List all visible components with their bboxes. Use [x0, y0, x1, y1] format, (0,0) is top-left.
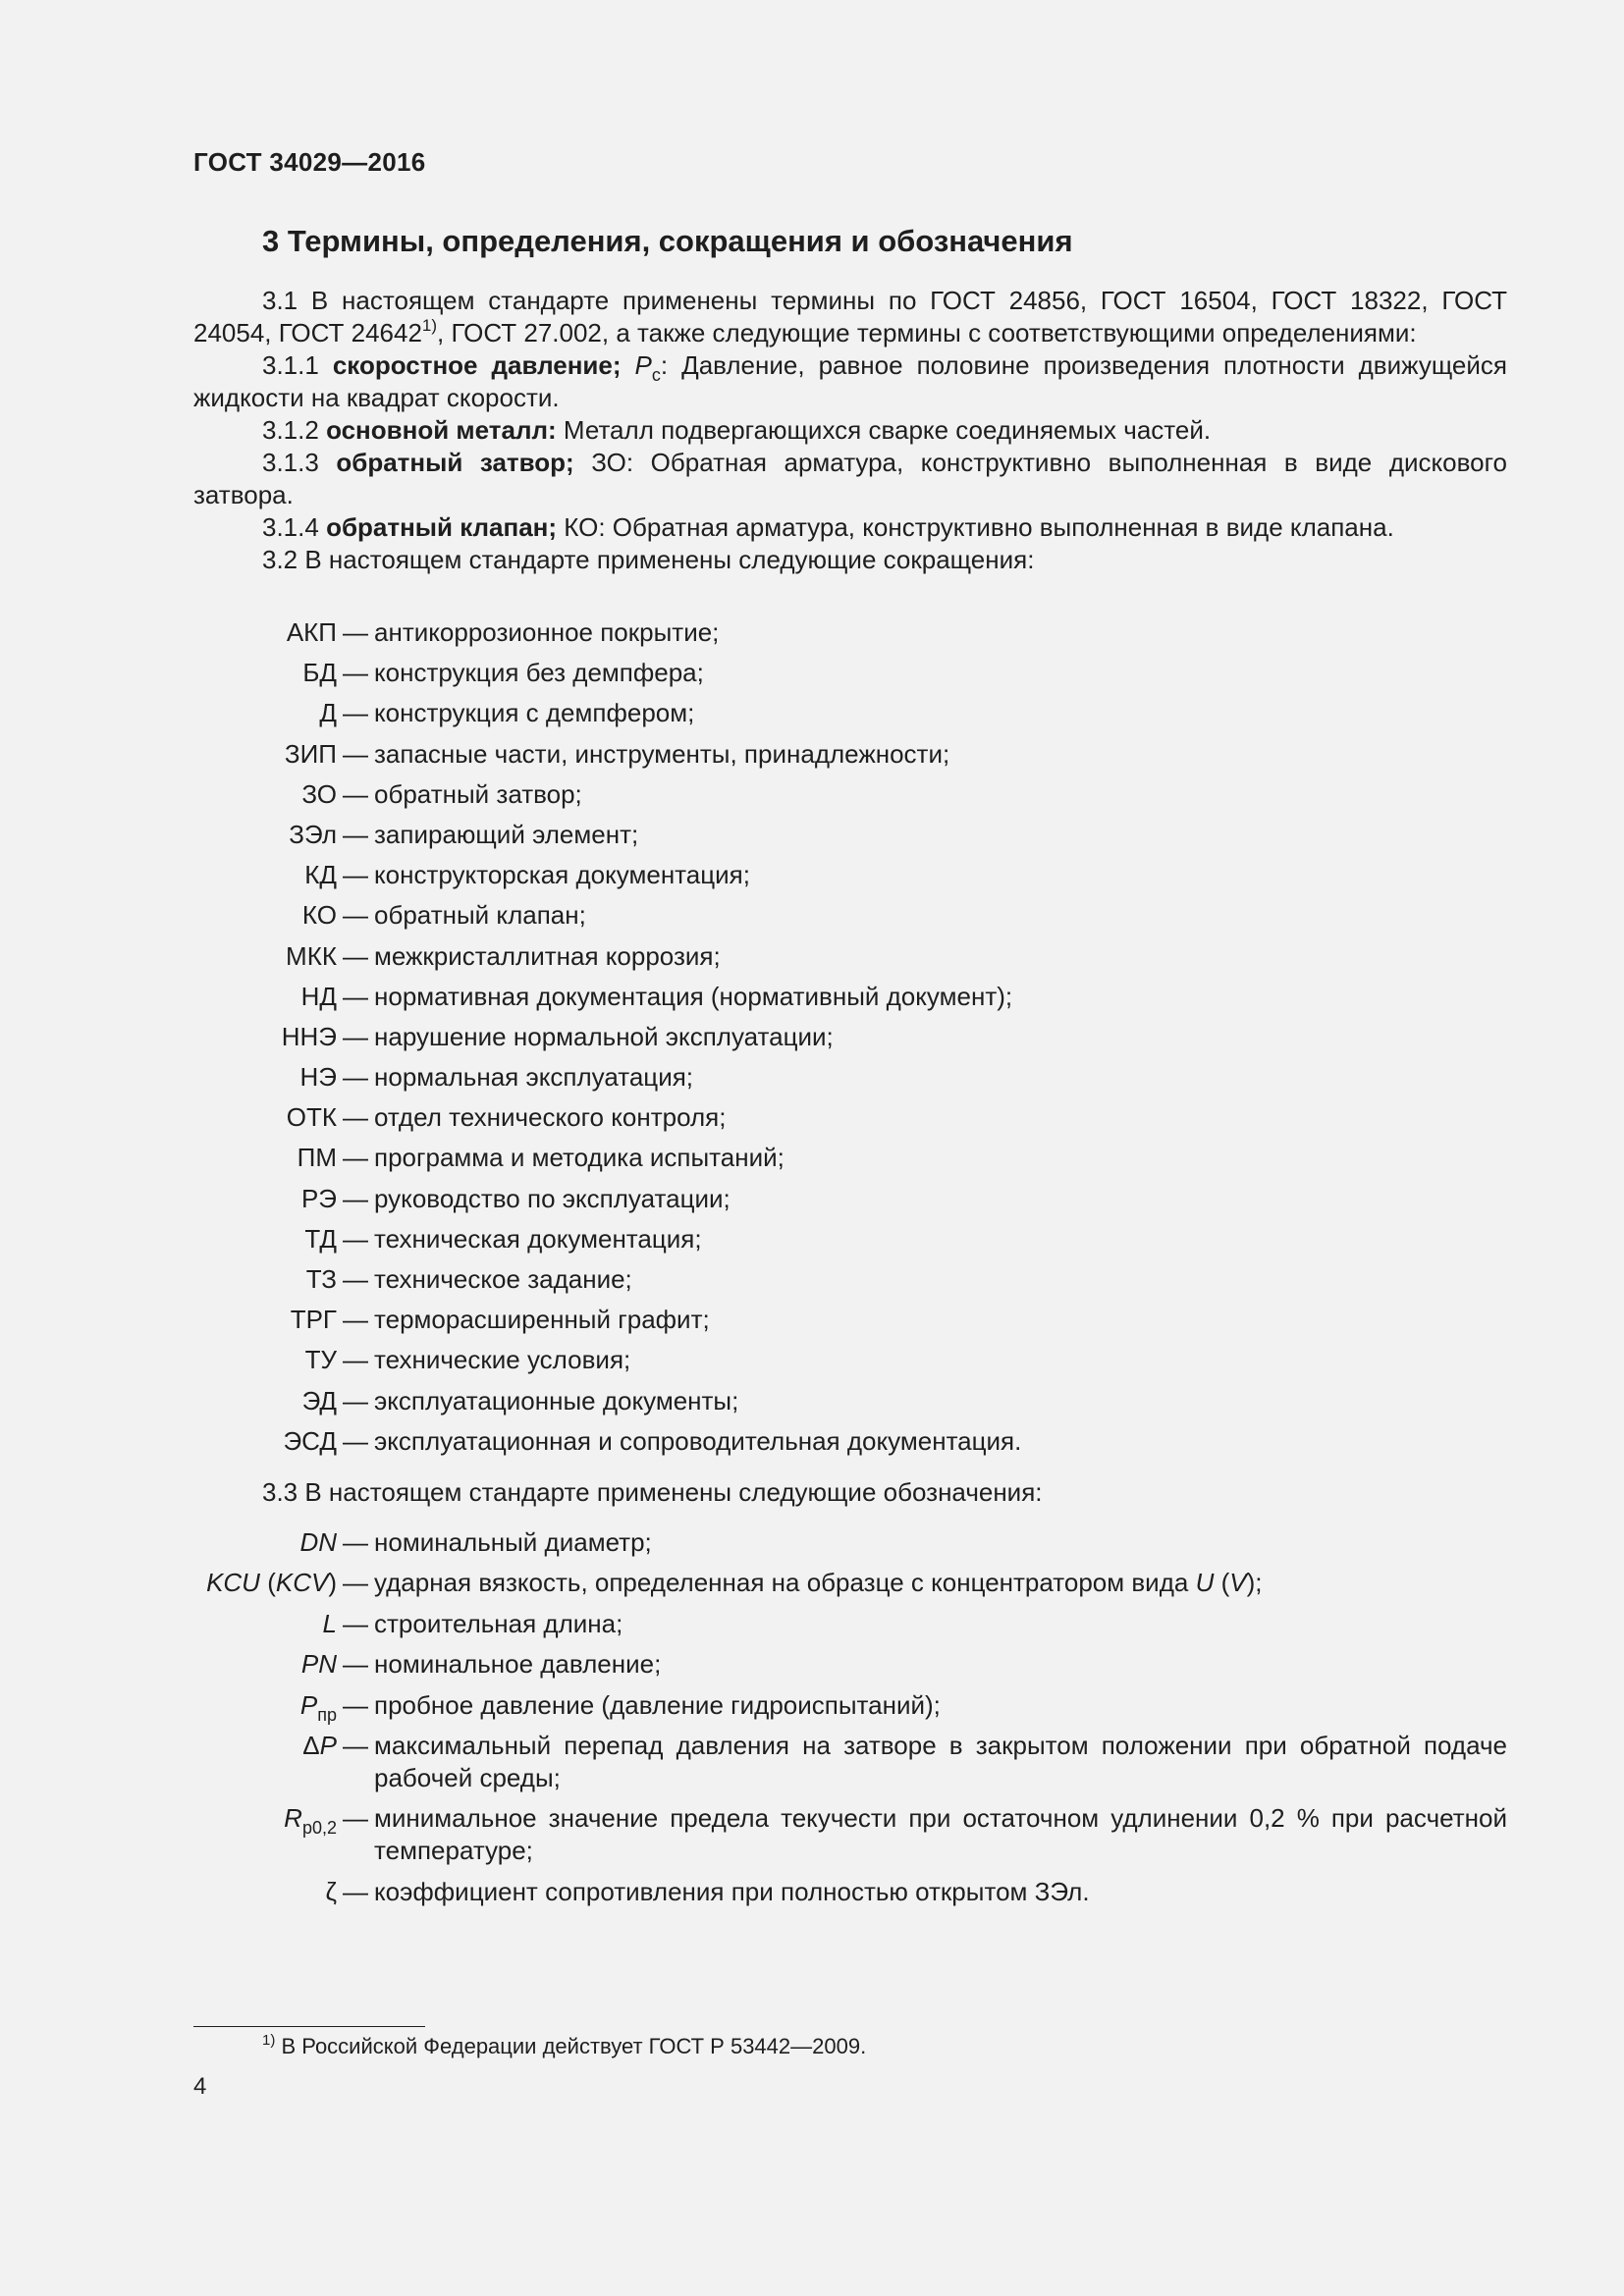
abbreviation-row [193, 617, 1507, 658]
symbol-key-kcu: KCU [206, 1568, 260, 1598]
abbreviation-value: технические условия; [374, 1345, 631, 1375]
abbreviation-dash: — [343, 940, 368, 971]
term-3-1-2 [193, 414, 1507, 447]
symbol-key-delta: Δ [302, 1730, 320, 1760]
symbol-dash: — [343, 1689, 368, 1720]
document-header: ГОСТ 34029—2016 [193, 147, 426, 177]
symbol-dash: — [343, 1649, 368, 1680]
symbol-u: U [1195, 1568, 1215, 1598]
abbreviation-value: нормальная эксплуатация; [374, 1062, 694, 1093]
symbol-row-rp [193, 1802, 1507, 1867]
symbol-v: V [1229, 1568, 1247, 1598]
symbol-row-ppr [193, 1689, 1507, 1725]
abbreviation-dash: — [343, 698, 368, 728]
symbol-row-pn [193, 1648, 1507, 1681]
abbreviation-dash: — [343, 1264, 368, 1294]
footnote [262, 2034, 866, 2059]
abbreviation-dash: — [343, 1062, 368, 1093]
symbol-value: минимальное значение предела текучести при остаточном удлинении 0,2 % при расчетной температуре; [374, 1803, 1507, 1866]
abbreviation-key: АКП [286, 617, 337, 647]
abbreviation-key: НД [300, 981, 337, 1011]
abbreviation-key: КД [304, 860, 337, 890]
abbreviation-value: конструкция без демпфера; [374, 658, 704, 688]
abbreviation-value: межкристаллитная коррозия; [374, 940, 721, 971]
abbreviation-dash: — [343, 738, 368, 769]
abbreviation-value: нормативная документация (нормативный документ); [374, 981, 1013, 1011]
symbol-list [193, 1526, 1507, 1916]
abbreviation-key: ТУ [304, 1345, 337, 1375]
abbreviation-value: отдел технического контроля; [374, 1102, 727, 1133]
footnote-marker: 1) [262, 2032, 276, 2049]
abbreviation-key: ОТК [286, 1102, 337, 1133]
term-definition: ЗО: Обратная арматура, конструктивно выполненная в виде дискового затвора. [193, 448, 1507, 509]
abbreviation-dash: — [343, 860, 368, 890]
abbreviation-key: ТЗ [305, 1264, 337, 1294]
abbreviation-row [193, 982, 1507, 1022]
abbreviation-key: ЗО [301, 778, 337, 809]
symbol-key-kcv: KCV [275, 1568, 329, 1598]
abbreviation-dash: — [343, 1425, 368, 1456]
symbol-key [193, 1802, 337, 1839]
symbol-row-kcu [193, 1567, 1507, 1599]
abbreviation-key: ЗИП [284, 738, 337, 769]
abbreviation-key: ЗЭл [289, 819, 337, 849]
abbreviation-key: МКК [286, 940, 337, 971]
term-symbol: P [634, 350, 652, 380]
term-number: 3.1.4 [262, 512, 327, 542]
abbreviation-dash: — [343, 981, 368, 1011]
abbreviation-dash: — [343, 1385, 368, 1415]
symbol-value: пробное давление (давление гидроиспытаний); [374, 1689, 941, 1720]
abbreviation-dash: — [343, 1305, 368, 1335]
term-name: обратный клапан; [326, 512, 558, 542]
abbreviation-row [193, 1386, 1507, 1426]
abbreviation-key: НЭ [299, 1062, 337, 1093]
abbreviation-value: техническая документация; [374, 1223, 702, 1254]
abbreviation-value: программа и методика испытаний; [374, 1143, 785, 1173]
abbreviation-dash: — [343, 1223, 368, 1254]
abbreviation-key: ННЭ [281, 1021, 337, 1051]
abbreviation-key: Д [319, 698, 337, 728]
abbreviation-dash: — [343, 1102, 368, 1133]
symbol-row-zeta [193, 1876, 1507, 1908]
symbol-value: строительная длина; [374, 1608, 623, 1638]
abbreviation-row [193, 820, 1507, 860]
symbol-dash: — [343, 1527, 368, 1557]
symbol-dash: — [343, 1608, 368, 1638]
symbol-key: L [322, 1608, 337, 1638]
symbol-dash: — [343, 1730, 368, 1760]
abbreviation-key: РЭ [300, 1183, 337, 1213]
abbreviation-value: нарушение нормальной эксплуатации; [374, 1021, 834, 1051]
abbreviation-dash: — [343, 778, 368, 809]
term-name: основной металл: [326, 415, 557, 445]
symbol-value: ударная вязкость, определенная на образце с концентратором вида U (V); [374, 1568, 1263, 1598]
abbreviation-key: ЭД [301, 1385, 337, 1415]
symbol-dash: — [343, 1876, 368, 1906]
symbol-key [193, 1689, 337, 1725]
symbol-key: DN [299, 1527, 337, 1557]
abbreviation-value: техническое задание; [374, 1264, 632, 1294]
abbreviation-value: терморасширенный графит; [374, 1305, 710, 1335]
abbreviation-row [193, 860, 1507, 900]
abbreviation-dash: — [343, 1183, 368, 1213]
abbreviation-row [193, 1305, 1507, 1345]
abbreviation-row [193, 779, 1507, 820]
page-number: 4 [193, 2073, 207, 2100]
abbreviation-value: конструкторская документация; [374, 860, 750, 890]
abbreviation-dash: — [343, 900, 368, 931]
term-name: обратный затвор; [336, 448, 574, 477]
symbol-key-subscript: пр [317, 1704, 337, 1725]
term-symbol-subscript: c [651, 365, 661, 385]
p3-1-text-end: , ГОСТ 27.002, а также следующие термины с соответствующими определениями: [437, 318, 1417, 347]
abbreviation-row [193, 1022, 1507, 1062]
symbol-value-text: ударная вязкость, определенная на образце с концентратором вида [374, 1568, 1196, 1598]
abbreviation-dash: — [343, 1143, 368, 1173]
abbreviation-dash: — [343, 819, 368, 849]
abbreviation-row [193, 941, 1507, 982]
abbreviation-row [193, 1264, 1507, 1305]
paragraph-3-3: 3.3 В настоящем стандарте применены следующие обозначения: [262, 1477, 1043, 1507]
paragraph-3-2: 3.2 В настоящем стандарте применены следующие сокращения: [262, 545, 1035, 574]
symbol-value: коэффициент сопротивления при полностью открытом ЗЭл. [374, 1876, 1090, 1906]
abbreviation-key: БД [302, 658, 337, 688]
footnote-text: В Российской Федерации действует ГОСТ Р 53442—2009. [275, 2034, 867, 2058]
abbreviation-key: ТД [304, 1223, 337, 1254]
abbreviation-key: ТРГ [290, 1305, 337, 1335]
abbreviation-value: обратный клапан; [374, 900, 586, 931]
terms-block [193, 285, 1507, 576]
symbol-key: ζ [325, 1876, 337, 1906]
symbol-row-dp [193, 1730, 1507, 1794]
abbreviation-row [193, 1426, 1507, 1467]
abbreviation-row [193, 1224, 1507, 1264]
term-definition: Металл подвергающихся сварке соединяемых частей. [556, 415, 1212, 445]
abbreviation-row [193, 1345, 1507, 1385]
symbol-key: KCU (KCV) [206, 1568, 337, 1598]
symbol-key [193, 1730, 337, 1762]
symbol-key-letter: R [284, 1803, 302, 1834]
term-name: скоростное давление; [332, 350, 622, 380]
symbol-key-letter: P [299, 1689, 318, 1720]
abbreviation-row [193, 698, 1507, 738]
abbreviation-value: обратный затвор; [374, 778, 582, 809]
term-definition: : Давление, равное половине произведения плотности движущейся жидкости на квадрат скорости. [193, 350, 1507, 412]
abbreviation-list [193, 617, 1507, 1467]
term-number: 3.1.3 [262, 448, 337, 477]
abbreviation-row [193, 658, 1507, 698]
abbreviation-dash: — [343, 658, 368, 688]
term-3-1-1 [193, 349, 1507, 414]
symbol-row-dn [193, 1526, 1507, 1559]
abbreviation-value: эксплуатационные документы; [374, 1385, 739, 1415]
abbreviation-row [193, 739, 1507, 779]
p3-1-text-start: 3.1 В настоящем стандарте применены термины по ГОСТ 24856, ГОСТ 16504, ГОСТ 18322, ГОСТ 24054, ГОСТ 24642 [193, 286, 1507, 347]
symbol-key-letter: P [319, 1730, 337, 1760]
symbol-value: номинальное давление; [374, 1649, 662, 1680]
term-3-1-3 [193, 447, 1507, 511]
term-number: 3.1.2 [262, 415, 327, 445]
symbol-row-l [193, 1608, 1507, 1640]
abbreviation-row [193, 900, 1507, 940]
symbol-key: PN [300, 1649, 337, 1680]
footnote-ref: 1) [421, 316, 438, 335]
abbreviation-key: КО [301, 900, 337, 931]
abbreviation-row [193, 1184, 1507, 1224]
paragraph-3-1 [193, 285, 1507, 349]
term-number: 3.1.1 [262, 350, 333, 380]
abbreviation-key: ЭСД [283, 1425, 337, 1456]
abbreviation-value: антикоррозионное покрытие; [374, 617, 720, 647]
abbreviation-value: руководство по эксплуатации; [374, 1183, 731, 1213]
symbol-value: номинальный диаметр; [374, 1527, 652, 1557]
abbreviation-dash: — [343, 1345, 368, 1375]
symbol-key-subscript: p0,2 [301, 1818, 337, 1839]
abbreviation-dash: — [343, 617, 368, 647]
abbreviation-row [193, 1143, 1507, 1183]
symbol-value: максимальный перепад давления на затворе в закрытом положении при обратной подаче рабочей среды; [374, 1730, 1507, 1792]
abbreviation-key: ПМ [297, 1143, 337, 1173]
symbol-dash: — [343, 1803, 368, 1834]
symbol-value-end: ; [1255, 1568, 1263, 1598]
abbreviation-row [193, 1102, 1507, 1143]
section-title: 3 Термины, определения, сокращения и обозначения [262, 224, 1073, 258]
abbreviation-row [193, 1062, 1507, 1102]
term-definition: КО: Обратная арматура, конструктивно выполненная в виде клапана. [557, 512, 1394, 542]
footnote-divider [193, 2026, 425, 2027]
abbreviation-value: эксплуатационная и сопроводительная документация. [374, 1425, 1022, 1456]
term-3-1-4 [193, 511, 1507, 544]
abbreviation-dash: — [343, 1021, 368, 1051]
abbreviation-value: запирающий элемент; [374, 819, 639, 849]
abbreviation-value: запасные части, инструменты, принадлежности; [374, 738, 950, 769]
symbol-dash: — [343, 1568, 368, 1598]
abbreviation-value: конструкция с демпфером; [374, 698, 695, 728]
